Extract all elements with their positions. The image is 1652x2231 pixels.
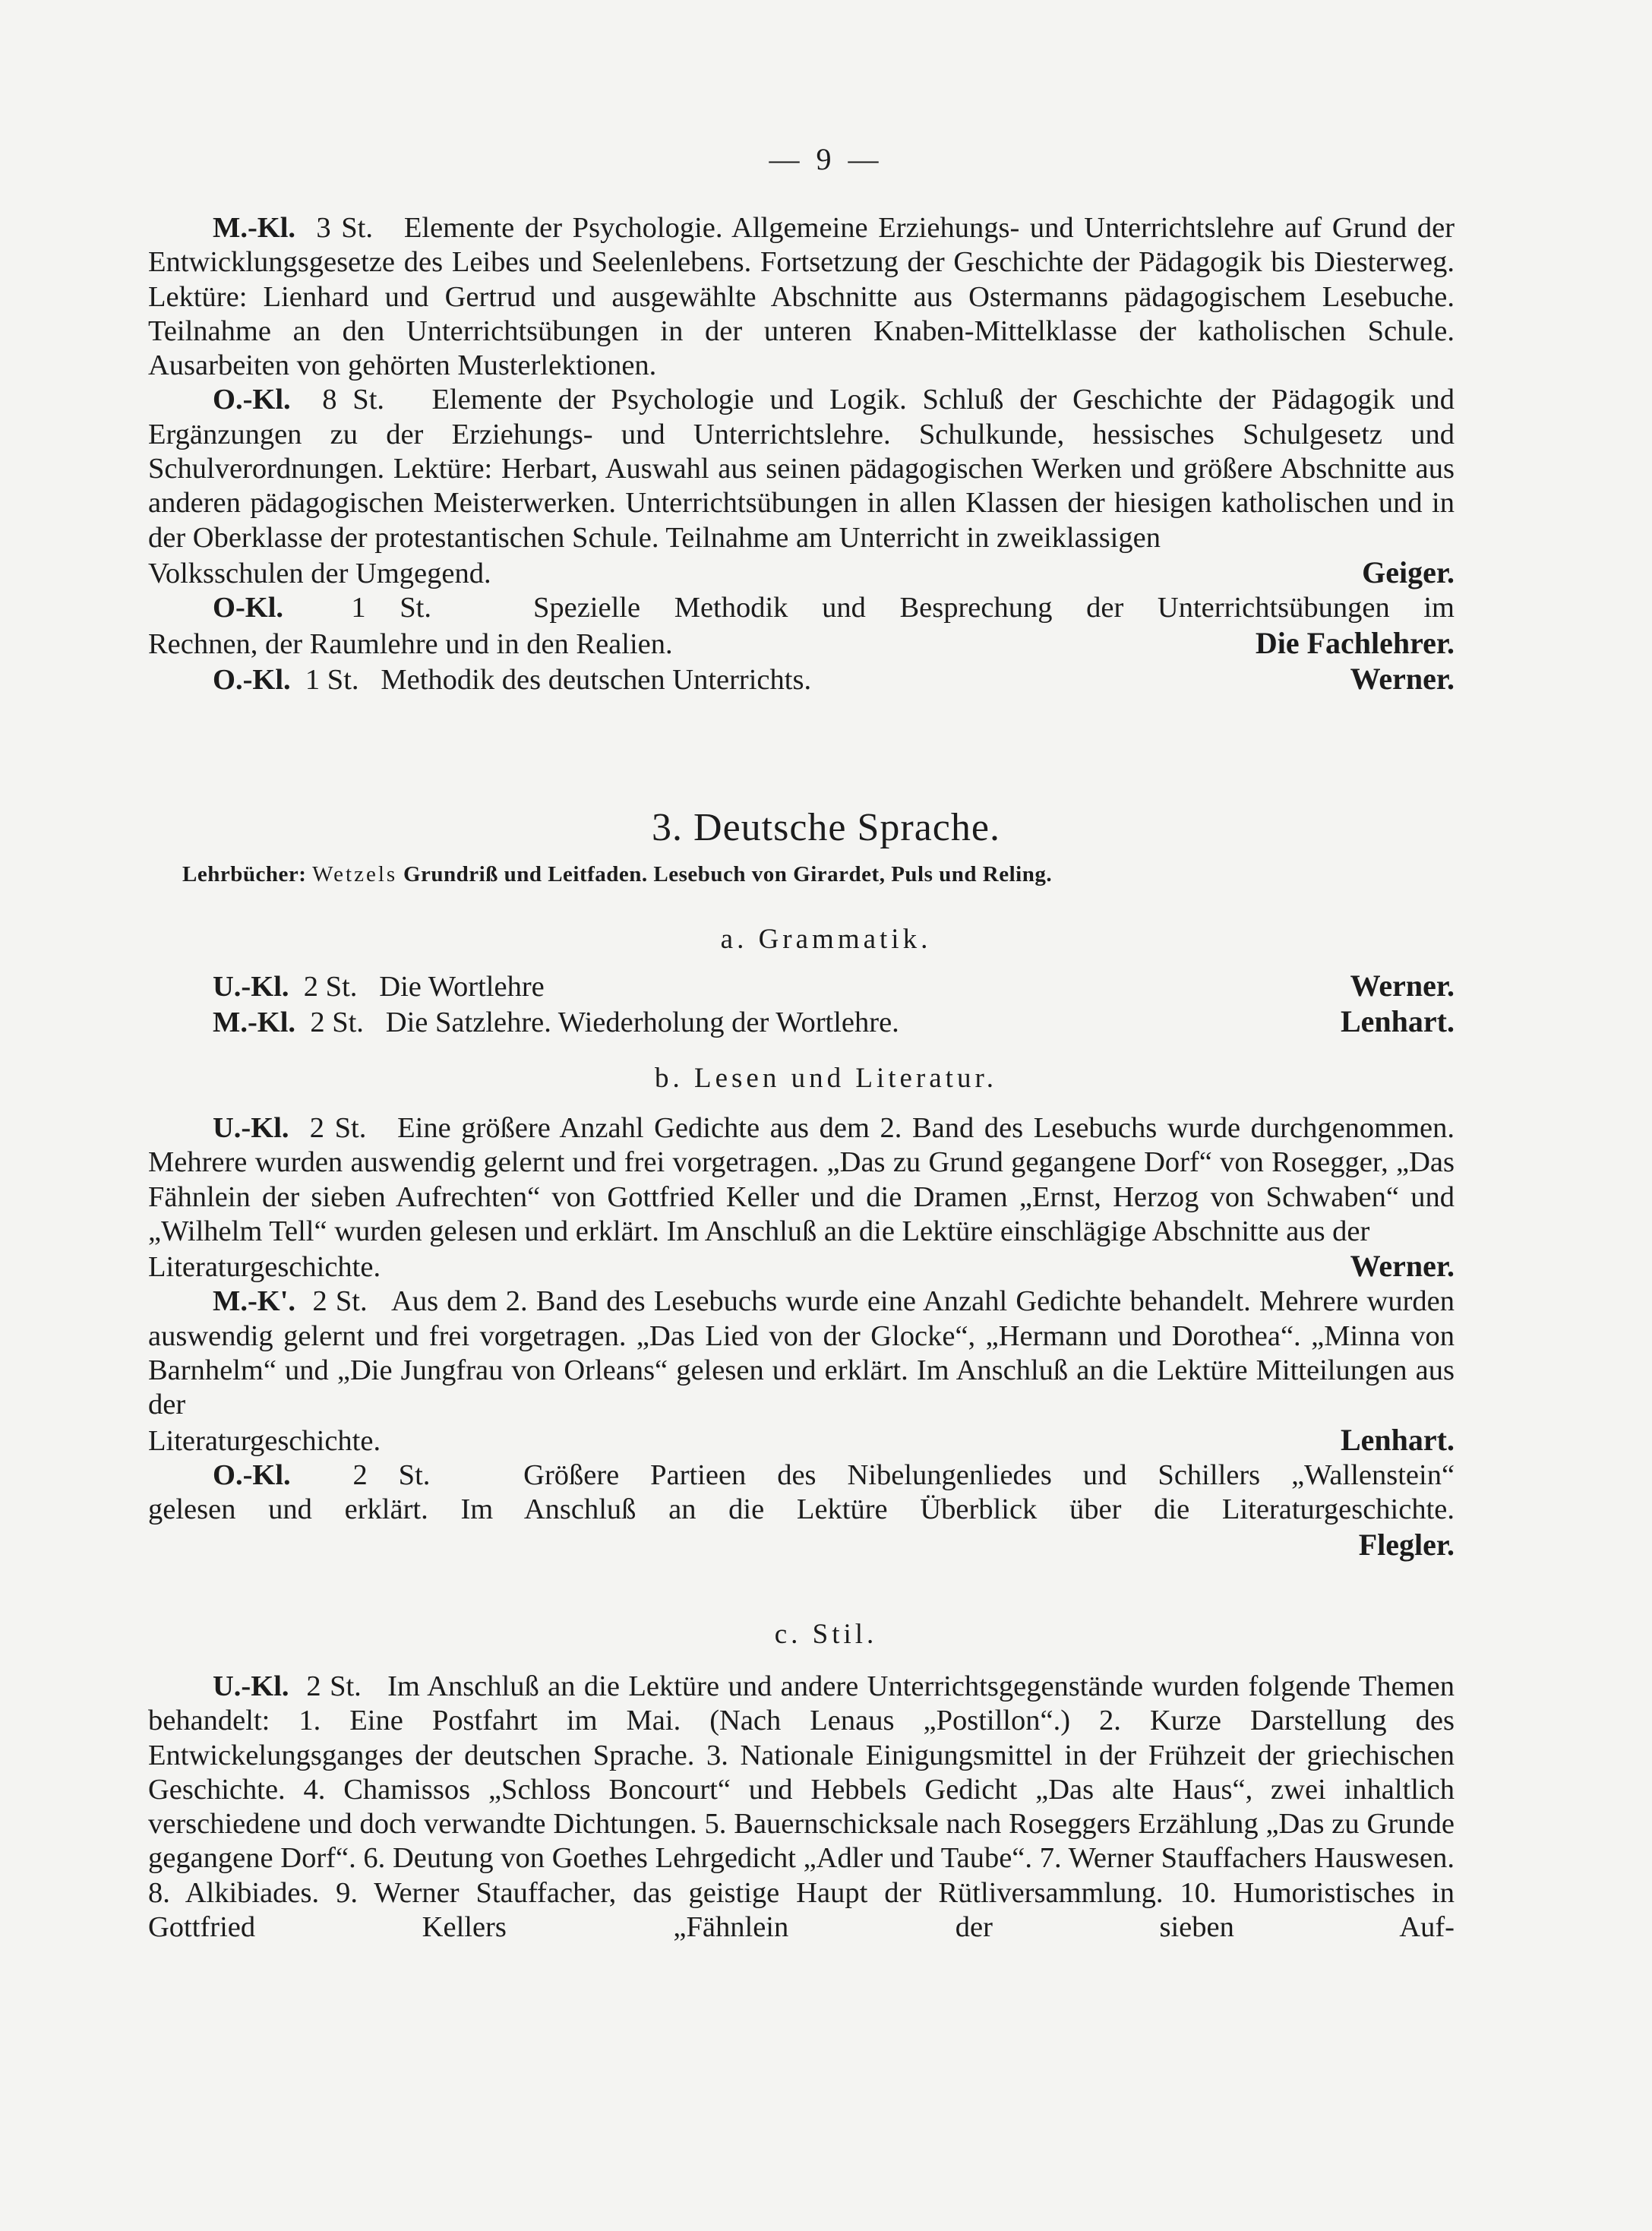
literatur-paragraph-m-kl (148, 1285, 1455, 1422)
paragraph-text: Im Anschluß an die Lektüre und andere Unterrichtsgegenstände wurden folgende Themen behandelt: 1. Eine Postfahrt im Mai. (Nach Lenaus „Postillon“.) 2. Kurze Darstellung des Entwickelungsganges der deutschen Sprache. 3. Nationale Einigungsmittel in der Frühzeit der griechischen Geschichte. 4. Chamissos „Schloss Boncourt“ und Hebbels Gedicht „Das alte Haus“, zwei inhaltlich verschiedene und doch verwandte Dichtungen. 5. Bauernschicksale nach Roseggers Erzählung „Das zu Grunde gegangene Dorf“. 6. Deutung von Goethes Lehrgedicht „Adler und Taube“. 7. Werner Stauffachers Hauswesen. 8. Alkibiades. 9. Werner Stauffacher, das geistige Haupt der Rütliversammlung. 10. Humoristisches in Gottfried Kellers „Fähnlein der sieben Auf- (148, 1670, 1455, 1944)
literatur-paragraph-u-kl (148, 1111, 1455, 1249)
grammatik-rows (148, 969, 1455, 1041)
last-line-text: gelesen und erklärt. Im Anschluß an die Lektüre Überblick über die Literaturgeschichte. (148, 1493, 1455, 1526)
paragraph-o-kl-1a-lastline (148, 626, 1455, 662)
paragraph-text: Aus dem 2. Band des Lesebuchs wurde eine Anzahl Gedichte behandelt. Mehrere wurden auswendig gelernt und frei vorgetragen. „Das Lied von der Glocke“, „Hermann und Dorothea“. „Minna von Barnhelm“ und „Die Jungfrau von Orleans“ gelesen und erklärt. Im Anschluß an die Lektüre Mitteilungen aus der (148, 1285, 1455, 1421)
literatur-paragraph-o-kl (148, 1458, 1455, 1493)
paragraph-text: Elemente der Psychologie. Allgemeine Erziehungs- und Unterrichtslehre auf Grund der Entwicklungsgesetze des Leibes und Seelenlebens. Fortsetzung der Geschichte der Pädagogik bis Diesterweg. Lektüre: Lienhard und Gertrud und ausgewählte Abschnitte aus Ostermanns pädagogischem Lesebuche. Teilnahme an den Unterrichtsübungen in der unteren Knaben-Mittelklasse der katholischen Schule. Ausarbeiten von gehörten Musterlektionen. (148, 212, 1455, 382)
grammatik-row-u-kl (148, 969, 1455, 1004)
literatur-o-kl-teacher (148, 1528, 1455, 1562)
textbooks-line (182, 862, 1458, 887)
literatur-o-kl-lastline (148, 1493, 1455, 1527)
hours: 1 St. (351, 592, 431, 624)
row-text: Die Wortlehre (379, 971, 545, 1003)
paragraph-text: Spezielle Methodik und Besprechung der Unterrichtsübungen im (532, 592, 1455, 624)
paragraph-o-kl-1b (148, 662, 1455, 697)
teacher-name: Lenhart. (1341, 1004, 1455, 1039)
teacher-name: Werner. (1350, 969, 1455, 1003)
literatur-heading: b. Lesen und Literatur. (655, 1063, 997, 1094)
paragraph-text: Eine größere Anzahl Gedichte aus dem 2. Band des Lesebuchs wurde durchgenommen. Mehrere wurden auswendig gelernt und frei vorgetragen. „Das zu Grund gegangene Dorf“ von Rosegger, „Das Fähnlein der sieben Aufrechten“ von Gottfried Keller und die Dramen „Ernst, Herzog von Schwaben“ und „Wilhelm Tell“ wurden gelesen und erklärt. Im Anschluß an die Lektüre einschlägige Abschnitte aus der (148, 1112, 1455, 1247)
hours: 3 St. (316, 212, 373, 244)
hours: 1 St. (305, 663, 359, 696)
stil-paragraph-u-kl (148, 1670, 1455, 1945)
paragraph-o-kl-1a (148, 591, 1455, 625)
teacher-name: Flegler. (1358, 1527, 1455, 1562)
teacher-name: Werner. (1350, 661, 1455, 696)
textbooks-label: Lehrbücher: (182, 862, 307, 886)
class-label: M.-Kl. (213, 212, 296, 244)
class-label: O.-Kl. (213, 384, 291, 416)
hours: 2 St. (306, 1670, 362, 1702)
class-label: O.-Kl. (213, 663, 291, 696)
hours: 2 St. (310, 1006, 364, 1039)
paragraph-o-kl-8 (148, 383, 1455, 555)
paragraph-text: Methodik des deutschen Unterrichts. (381, 663, 812, 696)
section-heading: 3. Deutsche Sprache. (652, 806, 1000, 849)
paragraph-o-kl-8-lastline (148, 555, 1455, 591)
hours: 2 St. (303, 971, 358, 1003)
teacher-name: Geiger. (1362, 555, 1455, 589)
last-line-text: Volksschulen der Umgegend. (148, 557, 491, 589)
pedagogy-section (148, 211, 1455, 697)
paragraph-m-kl (148, 211, 1455, 383)
last-line-text: Literaturgeschichte. (148, 1251, 381, 1284)
class-label: M.-Kl. (213, 1006, 296, 1039)
last-line-text: Literaturgeschichte. (148, 1424, 381, 1457)
class-label: O.-Kl. (213, 1458, 291, 1491)
stil-heading: c. Stil. (774, 1619, 878, 1650)
teacher-name: Lenhart. (1341, 1422, 1455, 1457)
literatur-section (148, 1111, 1455, 1562)
hours: 2 St. (309, 1112, 367, 1144)
textbooks-author: Wetzels (312, 862, 398, 886)
hours: 2 St. (352, 1458, 431, 1491)
paragraph-text: Größere Partieen des Nibelungenliedes und Schillers „Wallenstein“ (523, 1458, 1455, 1491)
grammatik-heading: a. Grammatik. (720, 924, 932, 955)
literatur-u-kl-lastline (148, 1249, 1455, 1285)
last-line-text: Rechnen, der Raumlehre und in den Realien. (148, 627, 673, 660)
class-label: U.-Kl. (213, 1112, 289, 1144)
grammatik-row-m-kl (148, 1004, 1455, 1040)
textbooks-rest: Grundriß und Leitfaden. Lesebuch von Girardet, Puls und Reling. (403, 862, 1053, 886)
page-number: — 9 — (769, 142, 883, 176)
row-text: Die Satzlehre. Wiederholung der Wortlehre. (385, 1006, 899, 1039)
literatur-m-kl-lastline (148, 1423, 1455, 1458)
hours: 2 St. (312, 1285, 368, 1318)
teacher-name: Werner. (1350, 1249, 1455, 1284)
class-label: M.-K'. (213, 1285, 296, 1318)
paragraph-text: Elemente der Psychologie und Logik. Schluß der Geschichte der Pädagogik und Ergänzungen zu der Erziehungs- und Unterrichtslehre. Schulkunde, hessisches Schulgesetz und Schulverordnungen. Lektüre: Herbart, Auswahl aus seinen pädagogischen Werken und größere Abschnitte aus anderen pädagogischen Meisterwerken. Unterrichtsübungen in allen Klassen der hiesigen katholischen und in der Oberklasse der protestantischen Schule. Teilnahme am Unterricht in zweiklassigen (148, 384, 1455, 554)
class-label: U.-Kl. (213, 971, 289, 1003)
hours: 8 St. (322, 384, 385, 416)
teacher-name: Die Fachlehrer. (1255, 625, 1455, 660)
class-label: O-Kl. (213, 592, 284, 624)
stil-section (148, 1670, 1455, 1945)
class-label: U.-Kl. (213, 1670, 289, 1702)
